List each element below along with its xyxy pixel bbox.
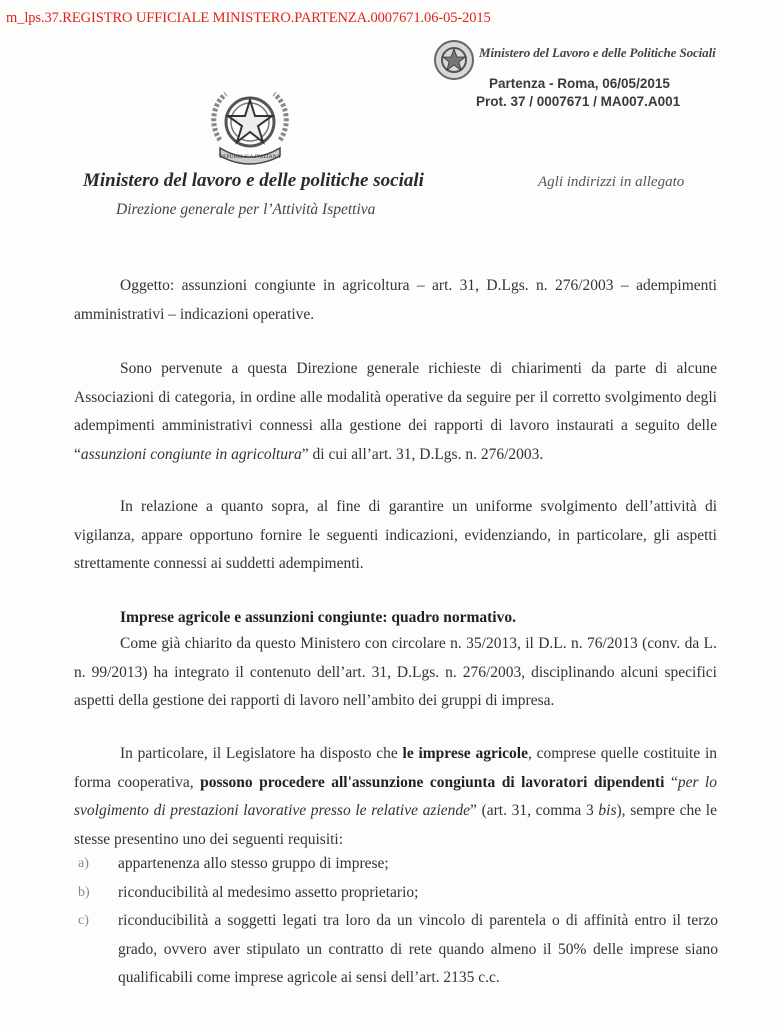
list-marker: c) [78, 913, 89, 928]
list-item: a) appartenenza allo stesso gruppo di imprese; [78, 850, 718, 879]
stamp-emblem-icon [432, 38, 476, 82]
paragraph-1: Sono pervenute a questa Direzione generale richieste di chiarimenti da parte di alcune Associazioni di categoria, in ordine alle modalità operative da seguire per il corretto svolgimento degli adempimenti amministrativi connessi alla gestione dei rapporti di lavoro instaurati a seguito delle “assunzioni congiunte in agricoltura” di cui all’art. 31, D.Lgs. n. 276/2003. [74, 360, 717, 463]
list-item: b) riconducibilità al medesimo assetto proprietario; [78, 879, 718, 908]
stamp-departure: Partenza - Roma, 06/05/2015 [489, 76, 670, 91]
ministry-title: Ministero del lavoro e delle politiche sociali [83, 170, 424, 191]
paragraph-3: Come già chiarito da questo Ministero con circolare n. 35/2013, il D.L. n. 76/2013 (conv. da L. n. 99/2013) ha integrato il contenuto dell’art. 31, D.Lgs. n. 276/2003, disciplinando alcuni specifici aspetti della gestione dei rapporti di lavoro nell’ambito dei gruppi di impresa. [74, 635, 717, 709]
list-marker: a) [78, 856, 89, 871]
list-marker: b) [78, 884, 90, 900]
subject-paragraph: Oggetto: assunzioni congiunte in agricoltura – art. 31, D.Lgs. n. 276/2003 – adempimenti amministrativi – indicazioni operative. [74, 277, 717, 323]
list-item: c) riconducibilità a soggetti legati tra loro da un vincolo di parentela o di affinità entro il terzo grado, ovvero aver stipulato un contratto di rete quando almeno il 50% delle imprese siano qualificabili come imprese agricole ai sensi dell’art. 2135 c.c. [78, 907, 718, 993]
recipients-note: Agli indirizzi in allegato [538, 174, 685, 190]
department-name: Direzione generale per l’Attività Ispettiva [116, 201, 376, 218]
svg-text:REPUBBLICA ITALIANA: REPUBBLICA ITALIANA [219, 154, 281, 160]
paragraph-4: In particolare, il Legislatore ha disposto che le imprese agricole, comprese quelle costituite in forma cooperativa, possono procedere all'assunzione congiunta di lavoratori dipendenti “per lo svolgimento di prestazioni lavorative presso le relative aziende” (art. 31, comma 3 bis), sempre che le stesse presentino uno dei seguenti requisiti: [74, 745, 718, 848]
republic-emblem-icon [206, 82, 294, 168]
paragraph-2: In relazione a quanto sopra, al fine di garantire un uniforme svolgimento dell’attività di vigilanza, appare opportuno fornire le seguenti indicazioni, evidenziando, in particolare, gli aspetti strettamente connessi ai suddetti adempimenti. [74, 498, 717, 572]
registry-line: m_lps.37.REGISTRO UFFICIALE MINISTERO.PARTENZA.0007671.06-05-2015 [6, 10, 491, 26]
stamp-ministry: Ministero del Lavoro e delle Politiche Sociali [479, 45, 716, 60]
requirements-list [78, 850, 718, 993]
section-heading: Imprese agricole e assunzioni congiunte: quadro normativo. [120, 609, 516, 626]
stamp-protocol: Prot. 37 / 0007671 / MA007.A001 [476, 94, 681, 109]
